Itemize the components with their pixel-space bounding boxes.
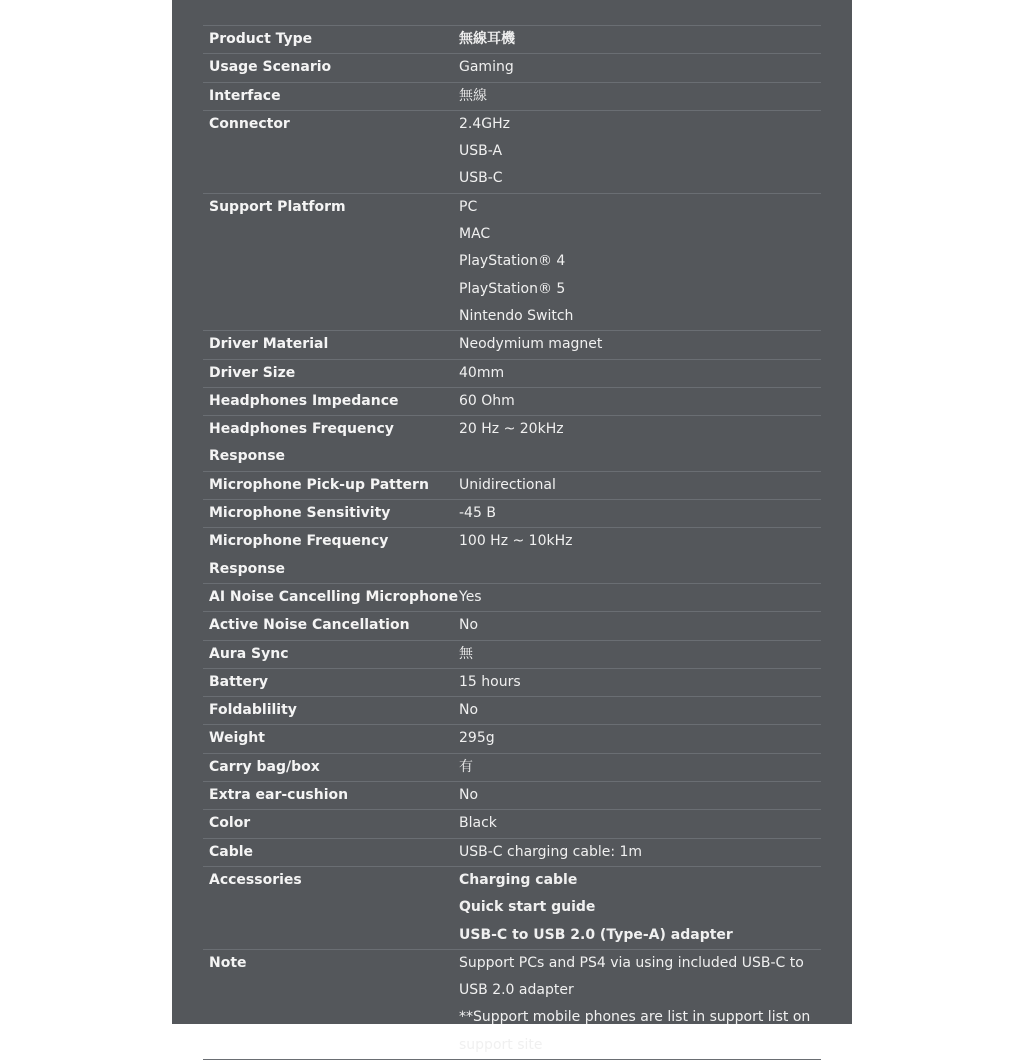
spec-label: Weight <box>209 730 265 747</box>
spec-value: USB-A <box>459 143 503 160</box>
spec-value: Support PCs and PS4 via using included USB-C to <box>459 954 804 971</box>
spec-row <box>203 360 821 388</box>
spec-row <box>203 697 821 725</box>
spec-row <box>203 725 821 753</box>
spec-row <box>203 810 821 838</box>
spec-values <box>459 54 821 81</box>
spec-value: 295g <box>459 730 495 747</box>
spec-value: **Support mobile phones are list in support list on <box>459 1009 811 1026</box>
spec-label: Foldablility <box>209 702 297 719</box>
spec-label: Support Platform <box>209 198 346 215</box>
spec-values <box>459 26 821 53</box>
spec-value: 60 Ohm <box>459 392 515 409</box>
spec-value: USB 2.0 adapter <box>459 982 574 999</box>
spec-values <box>459 782 821 809</box>
spec-panel <box>172 0 852 1053</box>
spec-row <box>203 669 821 697</box>
spec-row <box>203 641 821 669</box>
spec-table <box>203 25 821 1060</box>
spec-row <box>203 782 821 810</box>
spec-label: AI Noise Cancelling Microphone <box>209 588 459 605</box>
spec-row <box>203 83 821 111</box>
spec-value: 無線 <box>459 87 487 104</box>
spec-row <box>203 754 821 782</box>
spec-row <box>203 26 821 54</box>
spec-value: 無 <box>459 645 473 662</box>
spec-value: No <box>459 702 479 719</box>
spec-value: USB-C to USB 2.0 (Type-A) adapter <box>459 926 733 943</box>
spec-values <box>459 111 821 193</box>
spec-row <box>203 54 821 82</box>
spec-label: Headphones Impedance <box>209 392 399 409</box>
spec-row <box>203 612 821 640</box>
spec-value: PlayStation® 4 <box>459 253 566 270</box>
spec-value: Charging cable <box>459 871 578 888</box>
spec-values <box>459 950 821 1059</box>
spec-values <box>459 528 821 583</box>
spec-row <box>203 416 821 472</box>
spec-value: PlayStation® 5 <box>459 280 566 297</box>
spec-values <box>459 669 821 696</box>
spec-values <box>459 472 821 499</box>
spec-value: Gaming <box>459 59 514 76</box>
spec-label: Color <box>209 815 251 832</box>
spec-label: Interface <box>209 87 281 104</box>
spec-label: Carry bag/box <box>209 758 320 775</box>
spec-values <box>459 697 821 724</box>
spec-value: support site <box>459 1036 543 1053</box>
spec-label: Cable <box>209 843 254 860</box>
spec-row <box>203 867 821 950</box>
spec-value: Unidirectional <box>459 476 556 493</box>
spec-row <box>203 839 821 867</box>
spec-row <box>203 194 821 331</box>
spec-values <box>459 867 821 949</box>
spec-row <box>203 388 821 416</box>
spec-label: Active Noise Cancellation <box>209 617 410 634</box>
spec-value: Neodymium magnet <box>459 336 603 353</box>
spec-label: Headphones Frequency Response <box>209 421 394 465</box>
spec-label: Driver Size <box>209 364 296 381</box>
spec-value: 15 hours <box>459 673 521 690</box>
spec-label: Connector <box>209 115 290 132</box>
spec-values <box>459 754 821 781</box>
spec-label: Accessories <box>209 871 302 888</box>
spec-value: PC <box>459 198 478 215</box>
spec-values <box>459 810 821 837</box>
spec-value: 40mm <box>459 364 505 381</box>
spec-label: Product Type <box>209 31 313 47</box>
spec-value: No <box>459 787 479 804</box>
spec-values <box>459 612 821 639</box>
spec-label: Note <box>209 954 247 971</box>
spec-value: MAC <box>459 226 491 243</box>
spec-value: 20 Hz ~ 20kHz <box>459 421 564 438</box>
spec-value: USB-C <box>459 170 503 187</box>
spec-row <box>203 950 821 1060</box>
spec-row <box>203 500 821 528</box>
spec-value: Black <box>459 815 497 832</box>
spec-values <box>459 388 821 415</box>
spec-values <box>459 500 821 527</box>
spec-value: Yes <box>459 588 482 605</box>
spec-value: 有 <box>459 758 473 775</box>
spec-values <box>459 641 821 668</box>
spec-value: Quick start guide <box>459 899 596 916</box>
spec-values <box>459 194 821 330</box>
spec-label: Microphone Sensitivity <box>209 505 391 522</box>
spec-row <box>203 472 821 500</box>
spec-values <box>459 360 821 387</box>
spec-value: -45 B <box>459 505 496 522</box>
spec-row <box>203 111 821 194</box>
spec-values <box>459 839 821 866</box>
spec-row <box>203 331 821 359</box>
spec-value: 2.4GHz <box>459 115 510 132</box>
spec-label: Microphone Frequency Response <box>209 533 389 577</box>
spec-row <box>203 584 821 612</box>
spec-value: USB-C charging cable: 1m <box>459 843 643 860</box>
spec-values <box>459 331 821 358</box>
spec-label: Extra ear-cushion <box>209 787 349 804</box>
spec-label: Driver Material <box>209 336 329 353</box>
spec-values <box>459 584 821 611</box>
spec-value: No <box>459 617 479 634</box>
spec-label: Usage Scenario <box>209 59 332 76</box>
spec-label: Aura Sync <box>209 645 289 662</box>
spec-value: 100 Hz ~ 10kHz <box>459 533 573 550</box>
spec-values <box>459 725 821 752</box>
spec-label: Battery <box>209 673 269 690</box>
spec-value: 無線耳機 <box>459 31 515 47</box>
spec-value: Nintendo Switch <box>459 307 574 324</box>
spec-row <box>203 528 821 584</box>
spec-values <box>459 83 821 110</box>
spec-label: Microphone Pick-up Pattern <box>209 476 429 493</box>
spec-values <box>459 416 821 471</box>
